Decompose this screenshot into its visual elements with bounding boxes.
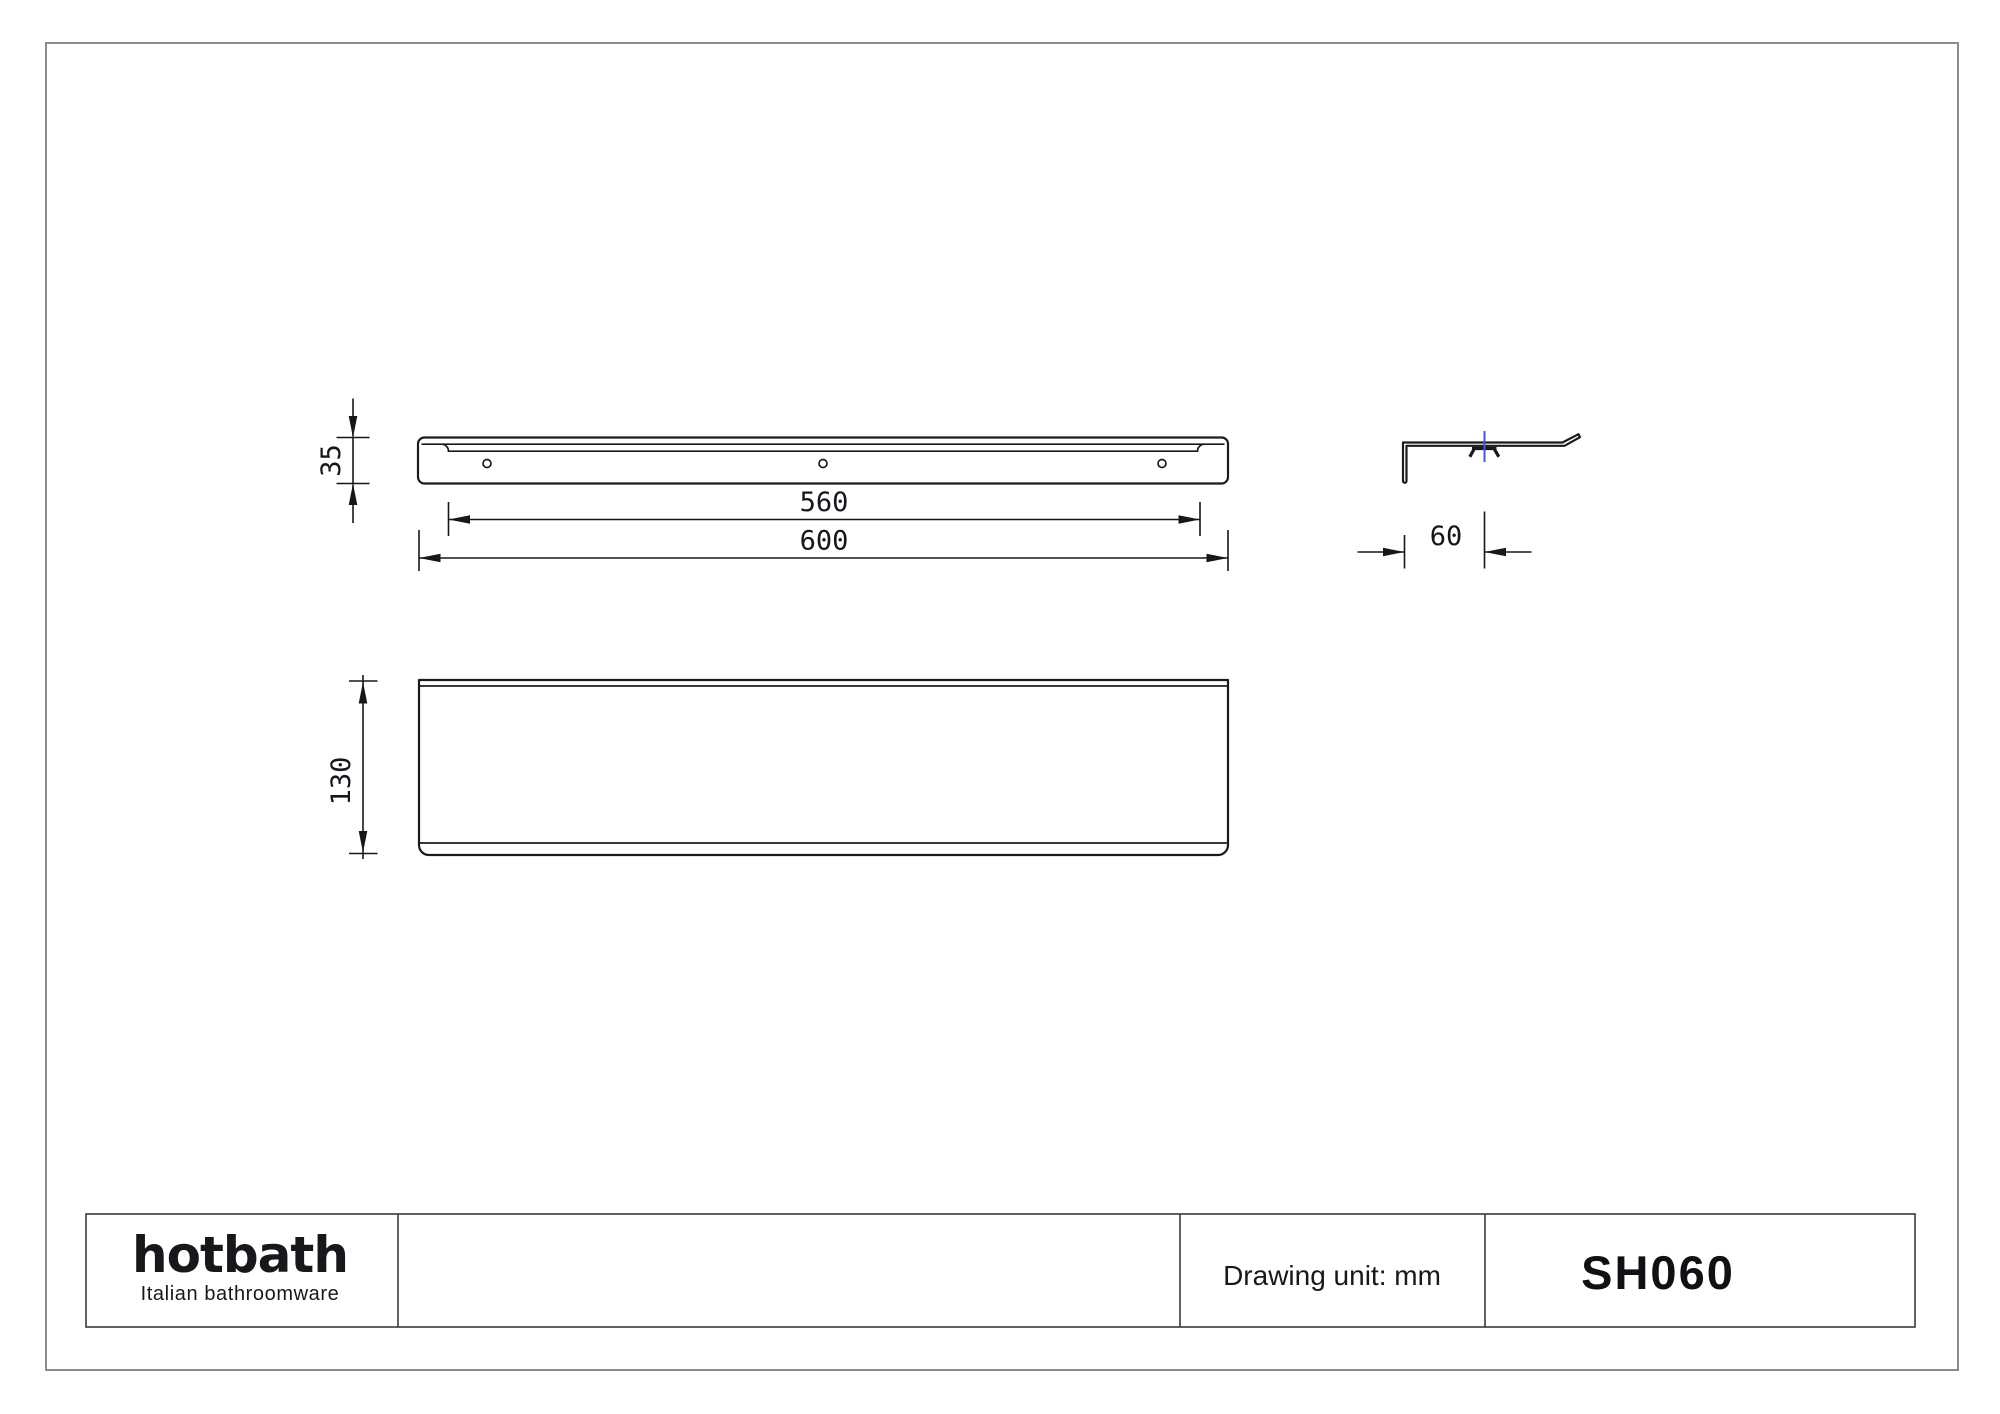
arrowhead-down (359, 831, 368, 853)
side-profile-outline (1403, 434, 1580, 483)
dim-value-600: 600 (799, 525, 849, 557)
dim-value-60: 60 (1429, 521, 1463, 552)
front-view (418, 438, 1228, 484)
dimension-plan-depth (326, 675, 378, 859)
arrowhead-up (359, 682, 368, 704)
arrowhead-right (1207, 554, 1229, 563)
drawing-unit-label: Drawing unit: mm (1223, 1260, 1441, 1291)
title-block (86, 1214, 1915, 1327)
dim-value-130: 130 (326, 756, 357, 806)
side-view (1403, 431, 1580, 483)
arrowhead-right (1383, 548, 1405, 557)
dim-value-560: 560 (799, 487, 849, 518)
arrowhead-left (1485, 548, 1507, 557)
plan-view-outline (419, 680, 1228, 855)
dim-value-35: 35 (316, 444, 347, 477)
dimension-front-height (316, 399, 370, 524)
dimension-lip-to-mount (1358, 512, 1532, 569)
dimension-overall-width (419, 526, 1228, 572)
arrowhead-left (449, 515, 471, 524)
plan-view (419, 680, 1228, 855)
arrowhead-left (419, 554, 441, 563)
arrowhead-down (349, 416, 358, 438)
product-code: SH060 (1581, 1246, 1735, 1299)
arrowhead-right (1179, 515, 1201, 524)
brand-logo: hotbath (132, 1226, 348, 1284)
brand-tagline: Italian bathroomware (140, 1283, 340, 1305)
